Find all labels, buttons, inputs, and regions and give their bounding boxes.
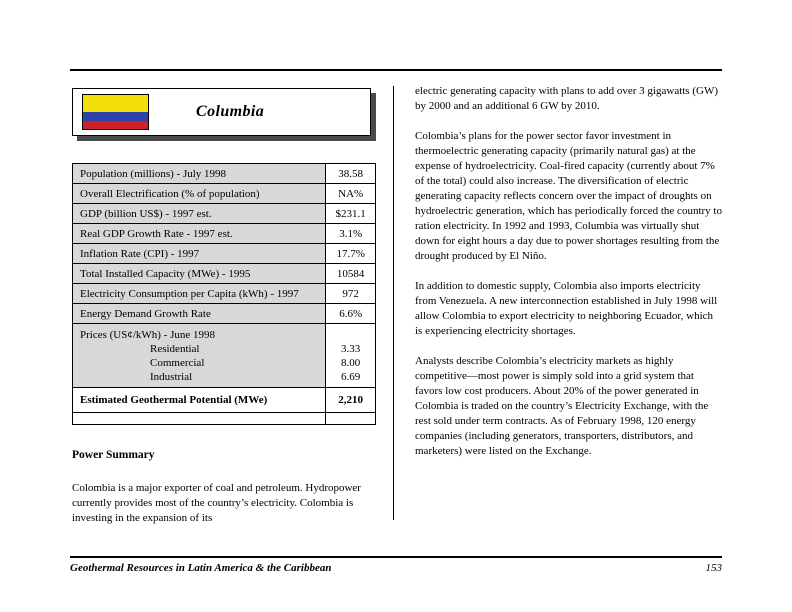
table-row [73,164,376,184]
table-row [73,204,376,224]
empty-cell [326,413,376,425]
stat-label: Real GDP Growth Rate - 1997 est. [73,224,326,244]
power-summary-paragraph: Colombia is a major exporter of coal and petroleum. Hydropower currently provides most of the country’s electricity. Colombia is investing in the expansion of its [72,482,361,524]
page-footer [70,562,722,574]
page-number: 153 [705,562,722,574]
stat-value: 10584 [326,264,376,284]
stat-label: Total Installed Capacity (MWe) - 1995 [73,264,326,284]
table-row-geothermal [73,388,376,413]
paragraph: Analysts describe Colombia’s electricity markets as highly competitive—most power is simply sold into a grid system that favors low cost producers. About 20% of the power generated in Colombia is traded on the country’s Electricity Exchange, with the rest sold under term contracts. As of February 1998, 120 energy companies (including generators, transporters, distributors, and marketers) were listed on the Exchange. [415,355,709,457]
table-row [73,184,376,204]
right-column-text [415,84,723,474]
stat-value: NA% [326,184,376,204]
stat-label: Population (millions) - July 1998 [73,164,326,184]
country-header-box [72,88,371,136]
table-row-prices [73,324,376,388]
spacer [328,328,373,342]
prices-value-cell [326,324,376,388]
table-row [73,224,376,244]
stat-label: Electricity Consumption per Capita (kWh) - 1997 [73,284,326,304]
prices-label-cell [73,324,326,388]
stat-value: 3.1% [326,224,376,244]
geothermal-label: Estimated Geothermal Potential (MWe) [73,388,326,413]
stat-value: 972 [326,284,376,304]
stat-label: Overall Electrification (% of population) [73,184,326,204]
stat-label: Energy Demand Growth Rate [73,304,326,324]
stat-value: $231.1 [326,204,376,224]
price-value-industrial: 6.69 [341,371,361,383]
bottom-rule [70,556,722,558]
stat-label: Inflation Rate (CPI) - 1997 [73,244,326,264]
paragraph: In addition to domestic supply, Colombia also imports electricity from Venezuela. A new interconnection established in July 1998 will allow Colombia to export electricity to neighboring Ecuador, which is experiencing electricity shortages. [415,280,718,337]
stat-value: 17.7% [326,244,376,264]
power-summary-heading: Power Summary [72,449,155,461]
prices-sub-label-industrial: Industrial [150,371,193,383]
empty-cell [73,413,326,425]
prices-sub-label-commercial: Commercial [150,357,205,369]
paragraph: Colombia’s plans for the power sector favor investment in thermoelectric generating capacity (primarily natural gas) at the expense of hydroelectricity. Coal-fired capacity (currently about 7% of the total) could also increase. The diversification of electric generating capacity reflects concern over the impact of droughts on hydroelectric generation, which has periodically forced the country to ration electricity. In 1992 and 1993, Columbia was virtually shut down for eight hours a day due to power shortages resulting from the drought produced by El Niño. [415,130,722,262]
colombia-flag [82,94,149,130]
country-title: Columbia [196,103,265,120]
flag-stripe-blue [83,112,148,121]
footer-title: Geothermal Resources in Latin America & the Caribbean [70,562,332,574]
table-row [73,284,376,304]
paragraph: electric generating capacity with plans to add over 3 gigawatts (GW) by 2000 and an additional 6 GW by 2010. [415,85,718,112]
stat-value: 6.6% [326,304,376,324]
top-rule [70,69,722,71]
price-value-commercial: 8.00 [341,357,361,369]
price-value-residential: 3.33 [341,343,361,355]
prices-sub-label-residential: Residential [150,343,200,355]
table-row [73,244,376,264]
geothermal-value: 2,210 [326,388,376,413]
table-row [73,304,376,324]
prices-label: Prices (US¢/kWh) - June 1998 [80,329,216,341]
flag-stripe-red [83,121,148,130]
stat-value: 38.58 [326,164,376,184]
table-row-empty [73,413,376,425]
stat-label: GDP (billion US$) - 1997 est. [73,204,326,224]
column-divider [393,86,394,520]
country-stats-table [72,163,376,425]
flag-stripe-yellow [83,95,148,112]
table-row [73,264,376,284]
